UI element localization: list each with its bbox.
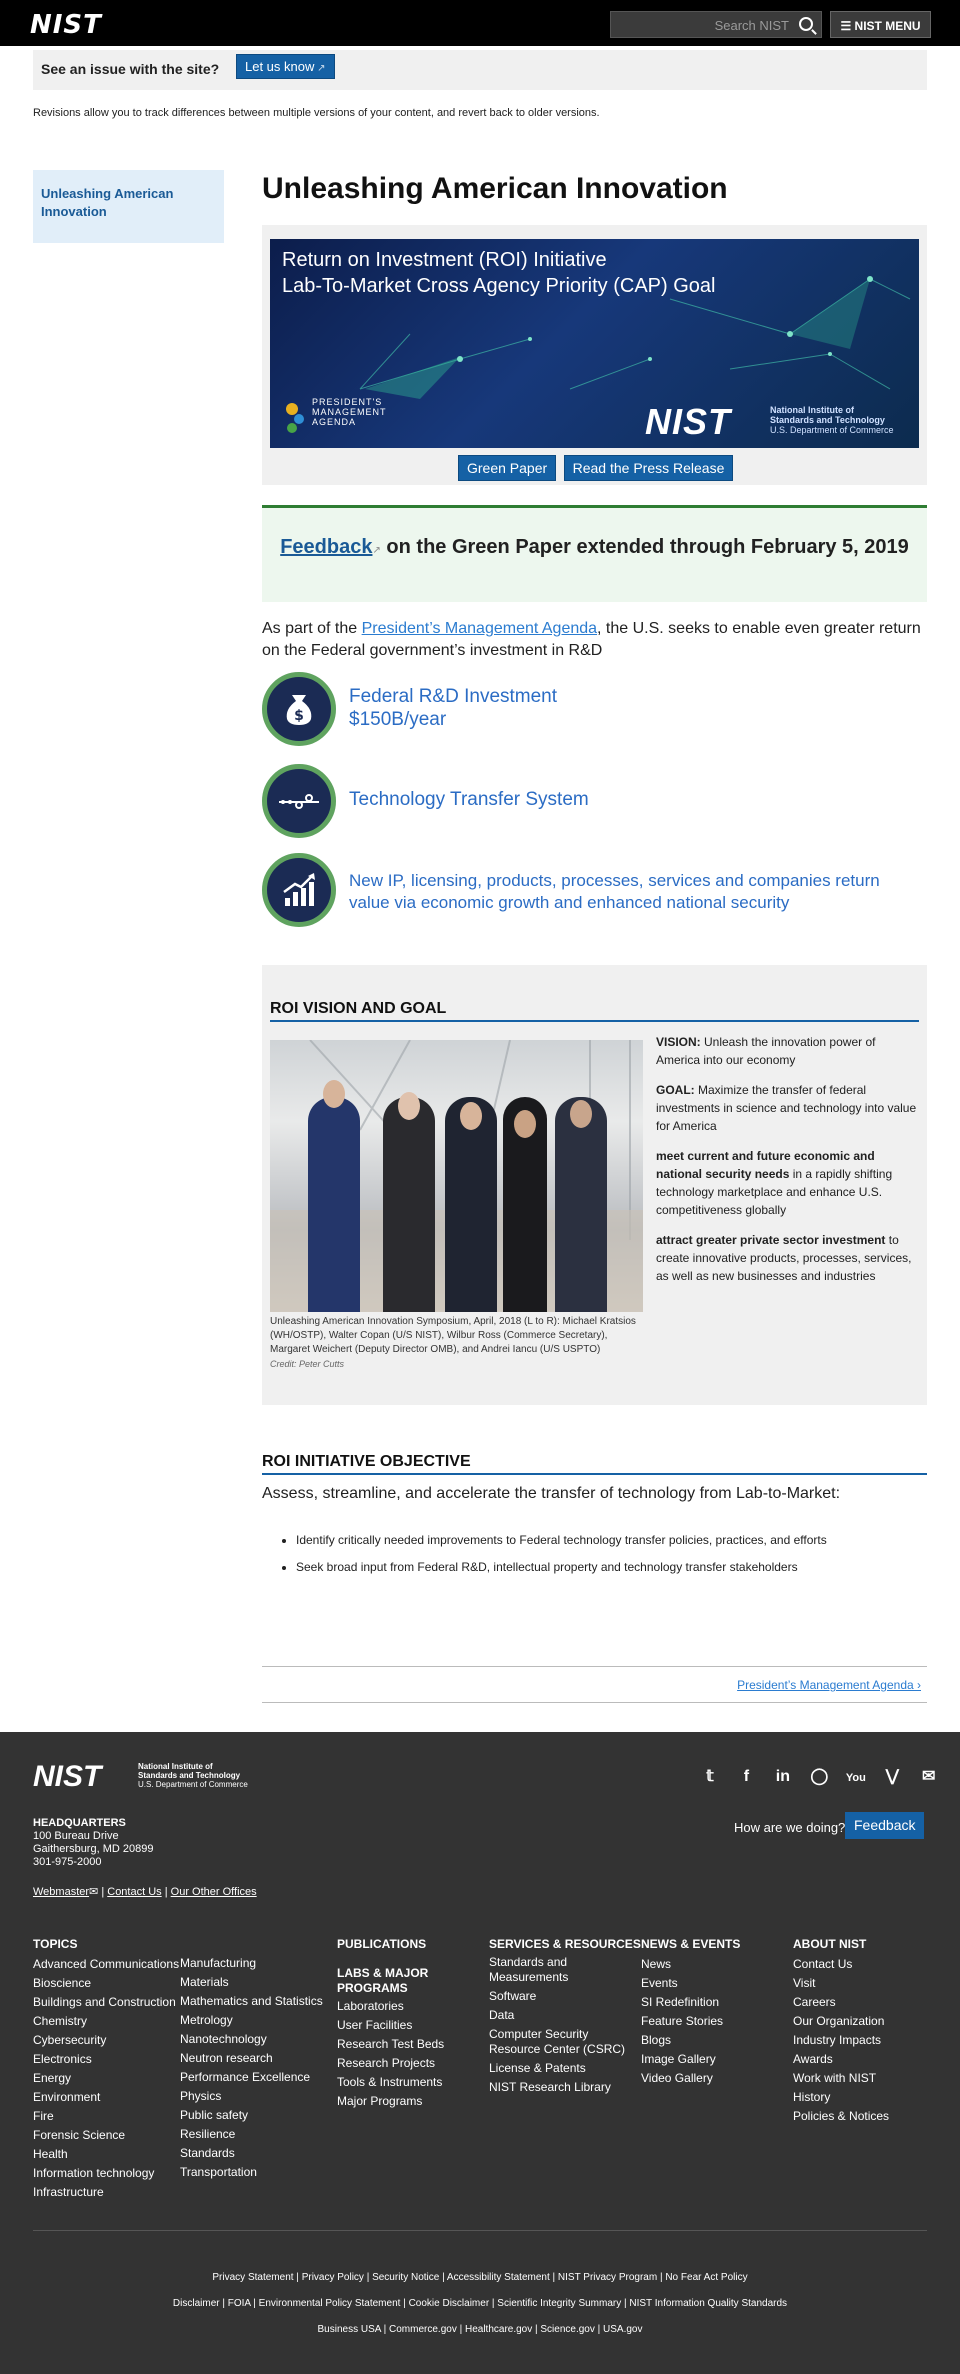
- external-link-icon: ↗: [314, 63, 326, 74]
- growth-chart-icon: [262, 853, 336, 927]
- publications-column: [337, 1935, 444, 2111]
- feature-text: [349, 870, 880, 914]
- feature-line2: value via economic growth and enhanced national security: [349, 893, 790, 912]
- feature-text: [349, 685, 557, 731]
- footer-link[interactable]: Cybersecurity: [33, 2033, 107, 2047]
- footer-link[interactable]: Industry Impacts: [793, 2033, 882, 2047]
- feedback-button[interactable]: Feedback: [845, 1812, 924, 1839]
- labs-list: [337, 1997, 444, 2111]
- footer-logo-subtitle: [138, 1762, 248, 1789]
- symposium-photo: [270, 1040, 643, 1312]
- vision-label: VISION:: [656, 1035, 701, 1049]
- footer-link[interactable]: Measurements: [489, 1970, 569, 1984]
- banner-container: [262, 225, 927, 485]
- footer-link[interactable]: Awards: [793, 2052, 833, 2066]
- footer-link[interactable]: Software: [489, 1989, 537, 2003]
- footer-link[interactable]: Environment: [33, 2090, 101, 2104]
- banner-nist-sub2: Standards and Technology: [770, 415, 885, 425]
- footer-link[interactable]: Work with NIST: [793, 2071, 877, 2085]
- vision-text: Unleash the innovation power of America into our economy: [656, 1035, 876, 1067]
- news-list: [641, 1955, 740, 2088]
- hq-line3: 301-975-2000: [33, 1856, 102, 1868]
- footer-link[interactable]: License & Patents: [489, 2061, 586, 2075]
- footer-link[interactable]: Fire: [33, 2109, 54, 2123]
- attract-label: attract greater private sector investment: [656, 1233, 886, 1247]
- footer-link[interactable]: Chemistry: [33, 2014, 88, 2028]
- meet-text: in a rapidly shifting technology marketplace and enhance U.S. competitiveness globally: [656, 1167, 893, 1217]
- attract-paragraph: [656, 1231, 921, 1285]
- external-link-icon: ↗: [372, 545, 381, 556]
- footer-link[interactable]: Resource Center (CSRC): [489, 2042, 626, 2056]
- hq-line2: Gaithersburg, MD 20899: [33, 1843, 154, 1855]
- top-navbar: [0, 0, 960, 46]
- footer-nist-logo[interactable]: NIST: [33, 1760, 102, 1793]
- banner-nist-logo: NIST: [645, 401, 732, 442]
- footer-logo-sub3: U.S. Department of Commerce: [138, 1780, 248, 1789]
- footer-link[interactable]: Neutron research: [180, 2051, 273, 2065]
- footer-link[interactable]: Mathematics and Statistics: [180, 1994, 323, 2008]
- pma-line2: MANAGEMENT: [312, 407, 387, 417]
- issue-banner: [33, 50, 927, 90]
- topics-list-2: [180, 1954, 323, 2182]
- vision-section: [262, 965, 927, 1405]
- gears-icon: [284, 401, 306, 435]
- intro-before: As part of the: [262, 620, 362, 637]
- search-placeholder: Search NIST: [714, 18, 789, 33]
- banner-title: [282, 247, 715, 299]
- footer-contact-links: Webmaster✉ | Contact Us | Our Other Offices: [33, 1886, 257, 1898]
- gov-links-row[interactable]: Business USA | Commerce.gov | Healthcare.gov | Science.gov | USA.gov: [317, 2324, 643, 2335]
- footer-link[interactable]: Nanotechnology: [180, 2032, 267, 2046]
- footer-link[interactable]: Buildings and Construction: [33, 1995, 176, 2009]
- headquarters-address: [33, 1817, 153, 1869]
- green-paper-button[interactable]: Green Paper: [458, 455, 556, 481]
- facebook-icon[interactable]: f: [743, 1768, 750, 1785]
- feature-line2: $150B/year: [349, 709, 447, 730]
- topics-heading: TOPICS: [33, 1937, 78, 1951]
- footer-link[interactable]: News: [641, 1957, 672, 1971]
- pma-line1: PRESIDENT'S: [312, 397, 383, 407]
- labs-heading-line1: LABS & MAJOR: [337, 1966, 429, 1980]
- footer-link[interactable]: Research Projects: [337, 2056, 436, 2070]
- labs-heading-line2: PROGRAMS: [337, 1981, 408, 1995]
- vision-goals: [656, 1033, 921, 1297]
- instagram-icon[interactable]: ◯: [810, 1768, 829, 1785]
- objective-list: [296, 1527, 827, 1581]
- list-item: • Identify critically needed improvements to Federal technology transfer policies, practices, and efforts: [296, 1527, 827, 1554]
- footer-link[interactable]: Manufacturing: [180, 1956, 257, 1970]
- footer-link[interactable]: Energy: [33, 2071, 72, 2085]
- search-icon[interactable]: [799, 17, 813, 31]
- footer-link[interactable]: Data: [489, 2008, 515, 2022]
- person-figure: [308, 1097, 360, 1312]
- pma-link[interactable]: President’s Management Agenda: [361, 620, 598, 637]
- banner-buttons: [458, 455, 736, 481]
- feature-rd-investment: [262, 672, 927, 746]
- about-heading: ABOUT NIST: [793, 1937, 867, 1951]
- banner-title-line1: Return on Investment (ROI) Initiative: [282, 249, 607, 271]
- labs-heading: [337, 1966, 444, 1996]
- sidebar-item-unleashing[interactable]: Unleashing American Innovation: [41, 186, 174, 219]
- feature-tech-transfer: [262, 764, 927, 838]
- email-icon[interactable]: ✉: [922, 1768, 936, 1785]
- person-head: [570, 1100, 592, 1128]
- news-heading: NEWS & EVENTS: [641, 1937, 741, 1951]
- footer-link[interactable]: Electronics: [33, 2052, 92, 2066]
- contact-us-link[interactable]: Contact Us: [107, 1886, 162, 1898]
- menu-label: NIST MENU: [854, 19, 921, 33]
- footer-link[interactable]: User Facilities: [337, 2018, 413, 2032]
- feedback-text: on the Green Paper extended through February 5, 2019: [380, 536, 909, 558]
- footer-link[interactable]: Events: [641, 1976, 678, 1990]
- goal-label: GOAL:: [656, 1083, 695, 1097]
- person-head: [398, 1092, 420, 1120]
- feature-new-ip: [262, 853, 927, 927]
- services-column: [489, 1935, 641, 2095]
- footer-link[interactable]: Major Programs: [337, 2094, 423, 2108]
- banner-title-line2: Lab-To-Market Cross Agency Priority (CAP) Goal: [282, 275, 716, 297]
- footer-link[interactable]: Research Test Beds: [337, 2037, 445, 2051]
- footer-link[interactable]: Bioscience: [33, 1976, 92, 1990]
- pma-line3: AGENDA: [312, 417, 357, 427]
- svg-text:$: $: [294, 708, 304, 724]
- about-list: [793, 1955, 889, 2126]
- social-links: [690, 1766, 941, 1786]
- footer-link[interactable]: Contact Us: [793, 1957, 853, 1971]
- rss-icon[interactable]: ⋁: [885, 1768, 899, 1785]
- footer-link[interactable]: Materials: [180, 1975, 229, 1989]
- footer-link[interactable]: Computer Security: [489, 2027, 589, 2041]
- feedback-link[interactable]: Feedback: [280, 536, 373, 558]
- person-figure: [555, 1097, 607, 1312]
- person-head: [460, 1102, 482, 1130]
- footer-link[interactable]: Tools & Instruments: [337, 2075, 443, 2089]
- footer-link[interactable]: Physics: [180, 2089, 222, 2103]
- revisions-text: Revisions allow you to track differences between multiple versions of your content, and revert back to older versions.: [33, 107, 600, 119]
- topics-column: [33, 1935, 179, 2202]
- press-release-button[interactable]: Read the Press Release: [564, 455, 734, 481]
- goal-paragraph: [656, 1081, 921, 1135]
- footer-link[interactable]: Information technology: [33, 2166, 155, 2180]
- email-icon: ✉: [89, 1886, 99, 1898]
- meet-paragraph: [656, 1147, 921, 1219]
- attract-text: to create innovative products, processes, services, as well as new businesses and industries: [656, 1233, 912, 1283]
- youtube-icon[interactable]: You: [845, 1772, 866, 1784]
- about-column: [793, 1935, 889, 2126]
- services-list: [489, 1955, 641, 2095]
- photo-caption: Unleashing American Innovation Symposium, April, 2018 (L to R): Michael Kratsios (WH/OSTP), Walter Copan (U/S NIST), Wilbur Ross (Commerce Secretary), Margaret Weichert (Deputy Director OMB), and Andrei Iancu (U/S USPTO): [270, 1316, 636, 1355]
- nist-menu-button[interactable]: [830, 11, 931, 38]
- footer-link[interactable]: History: [793, 2090, 831, 2104]
- money-bag-icon: [262, 672, 336, 746]
- footer-link[interactable]: Standards: [180, 2146, 235, 2160]
- footer-link[interactable]: Visit: [793, 1976, 816, 1990]
- twitter-icon[interactable]: 𝕥: [706, 1768, 714, 1785]
- nist-logo[interactable]: NIST: [30, 10, 102, 40]
- legal-links-row2[interactable]: Disclaimer | FOIA | Environmental Policy Statement | Cookie Disclaimer | Scientific Integrity Summary | NIST Information Quality Standards: [172, 2298, 788, 2309]
- services-heading: SERVICES & RESOURCES: [489, 1937, 641, 1951]
- footer-link[interactable]: Standards and: [489, 1955, 568, 1969]
- search-input[interactable]: [610, 11, 822, 38]
- feature-line1: Federal R&D Investment: [349, 686, 558, 707]
- footer-link[interactable]: Metrology: [180, 2013, 233, 2027]
- topics-column-2: [180, 1954, 323, 2182]
- footer-link[interactable]: Public safety: [180, 2108, 249, 2122]
- feature-text: Technology Transfer System: [349, 789, 589, 810]
- linkedin-icon[interactable]: in: [775, 1768, 791, 1785]
- page-navigation: [262, 1666, 927, 1703]
- feedback-callout: [262, 505, 927, 602]
- meet-label: meet current and future economic and national security needs: [656, 1149, 875, 1181]
- webmaster-link[interactable]: Webmaster: [33, 1886, 90, 1898]
- sidebar: [33, 170, 224, 243]
- footer-divider: [33, 2230, 927, 2231]
- goal-text: Maximize the transfer of federal investments in science and technology into value for America: [656, 1083, 917, 1133]
- objective-subtitle: Assess, streamline, and accelerate the transfer of technology from Lab-to-Market:: [262, 1485, 841, 1502]
- hq-title: HEADQUARTERS: [33, 1817, 126, 1829]
- topics-list-1: [33, 1955, 179, 2202]
- banner-nist-subtitle: [770, 405, 894, 435]
- footer-link[interactable]: Policies & Notices: [793, 2109, 890, 2123]
- footer-link[interactable]: Performance Excellence: [180, 2070, 311, 2084]
- footer-link[interactable]: Resilience: [180, 2127, 236, 2141]
- footer-link[interactable]: Laboratories: [337, 1999, 404, 2013]
- intro-paragraph: [262, 618, 927, 662]
- footer-link[interactable]: Infrastructure: [33, 2185, 104, 2199]
- footer-link[interactable]: Our Organization: [793, 2014, 885, 2028]
- publications-heading[interactable]: PUBLICATIONS: [337, 1937, 427, 1951]
- issue-text: See an issue with the site?: [41, 61, 220, 77]
- vision-paragraph: [656, 1033, 921, 1069]
- footer-link[interactable]: Advanced Communications: [33, 1957, 180, 1971]
- footer-link[interactable]: Image Gallery: [641, 2052, 716, 2066]
- footer: [0, 1732, 960, 2374]
- page-title: Unleashing American Innovation: [262, 172, 728, 205]
- banner-nist-sub3: U.S. Department of Commerce: [770, 425, 894, 435]
- banner-nist-sub1: National Institute of: [770, 405, 854, 415]
- feature-line1: New IP, licensing, products, processes, services and companies return: [349, 871, 880, 890]
- footer-link[interactable]: Feature Stories: [641, 2014, 724, 2028]
- person-head: [323, 1080, 345, 1108]
- footer-link[interactable]: NIST Research Library: [489, 2080, 611, 2094]
- photo-credit: Credit: Peter Cutts: [270, 1359, 345, 1369]
- list-item: • Seek broad input from Federal R&D, intellectual property and technology transfer stakeholders: [296, 1554, 827, 1581]
- how-doing-text: How are we doing?: [734, 1820, 846, 1835]
- network-icon: [262, 764, 336, 838]
- legal-links-row1[interactable]: Privacy Statement | Privacy Policy | Security Notice | Accessibility Statement | NIST Privacy Program | No Fear Act Policy: [212, 2272, 748, 2283]
- hamburger-icon: ☰: [840, 19, 855, 33]
- roi-banner-image: [270, 239, 919, 448]
- footer-link[interactable]: Forensic Science: [33, 2128, 126, 2142]
- vision-heading: ROI VISION AND GOAL: [270, 1000, 919, 1022]
- footer-link[interactable]: Blogs: [641, 2033, 672, 2047]
- pma-logo-text: [312, 397, 387, 427]
- news-column: [641, 1935, 740, 2088]
- footer-logo-sub2: Standards and Technology: [138, 1771, 241, 1780]
- hq-line1: 100 Bureau Drive: [33, 1830, 119, 1842]
- footer-link[interactable]: Careers: [793, 1995, 836, 2009]
- objective-heading: ROI INITIATIVE OBJECTIVE: [262, 1453, 927, 1475]
- person-figure: [383, 1097, 435, 1312]
- person-head: [514, 1110, 536, 1138]
- next-page-link[interactable]: President’s Management Agenda ›: [737, 1678, 921, 1692]
- other-offices-link[interactable]: Our Other Offices: [170, 1886, 257, 1898]
- footer-link[interactable]: Health: [33, 2147, 68, 2161]
- let-us-know-button[interactable]: [236, 54, 335, 79]
- footer-link[interactable]: SI Redefinition: [641, 1995, 720, 2009]
- footer-link[interactable]: Transportation: [180, 2165, 257, 2179]
- footer-logo-sub1: National Institute of: [138, 1762, 213, 1771]
- intro-after: , the U.S. seeks to enable even greater return on the Federal government’s investment in R&D: [262, 620, 921, 659]
- let-us-know-label: Let us know: [245, 59, 315, 74]
- footer-link[interactable]: Video Gallery: [641, 2071, 713, 2085]
